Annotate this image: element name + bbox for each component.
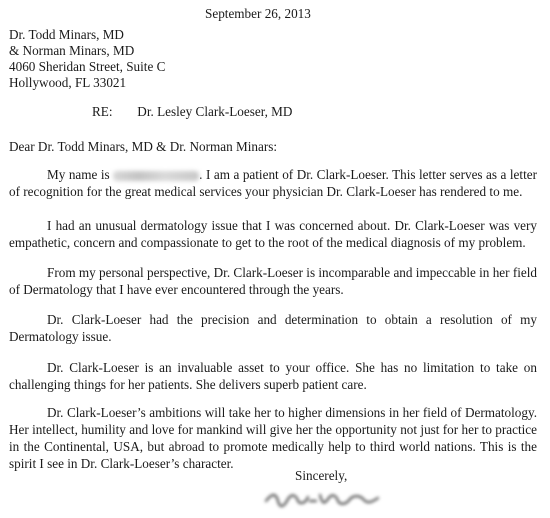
recipient-line-2: & Norman Minars, MD (9, 43, 135, 58)
paragraph-1 (9, 166, 537, 200)
paragraph-1-start: My name is (47, 167, 114, 182)
recipient-line-3: 4060 Sheridan Street, Suite C (9, 59, 166, 74)
closing: Sincerely, (295, 468, 348, 483)
re-label: RE: (92, 104, 113, 119)
paragraph-6: Dr. Clark-Loeser’s ambitions will take her to higher dimensions in her field of Dermatology. Her intellect, humility and love for mankind will give her the opportunity not just for her to practice in the Continental, USA, but abroad to promote medically help to third world nations. This is the spirit I see in Dr. Clark-Loeser’s character. (9, 405, 537, 471)
recipient-address (9, 27, 165, 91)
re-subject: Dr. Lesley Clark-Loeser, MD (137, 104, 293, 119)
recipient-line-4: Hollywood, FL 33021 (9, 75, 127, 90)
letter-date: September 26, 2013 (205, 6, 311, 21)
paragraph-4: Dr. Clark-Loeser had the precision and determination to obtain a resolution of my Dermatology issue. (9, 312, 537, 344)
signature (262, 487, 382, 511)
redacted-name (113, 171, 199, 181)
paragraph-1-end: . I am a patient of Dr. Clark-Loeser. This letter serves as a letter of recognition for the great medical services your physician Dr. Clark-Loeser has rendered to me. (9, 167, 537, 199)
paragraph-3: From my personal perspective, Dr. Clark-Loeser is incomparable and impeccable in her field of Dermatology that I have ever encountered through the years. (9, 265, 537, 297)
subject-line (92, 104, 292, 120)
paragraph-2: I had an unusual dermatology issue that I was concerned about. Dr. Clark-Loeser was very empathetic, concern and compassionate to get to the root of the medical diagnosis of my problem. (9, 218, 537, 250)
paragraph-5: Dr. Clark-Loeser is an invaluable asset to your office. She has no limitation to take on challenging things for her patients. She delivers superb patient care. (9, 360, 537, 392)
recipient-line-1: Dr. Todd Minars, MD (9, 27, 124, 42)
signature-mark (262, 487, 382, 511)
salutation: Dear Dr. Todd Minars, MD & Dr. Norman Minars: (9, 139, 278, 154)
